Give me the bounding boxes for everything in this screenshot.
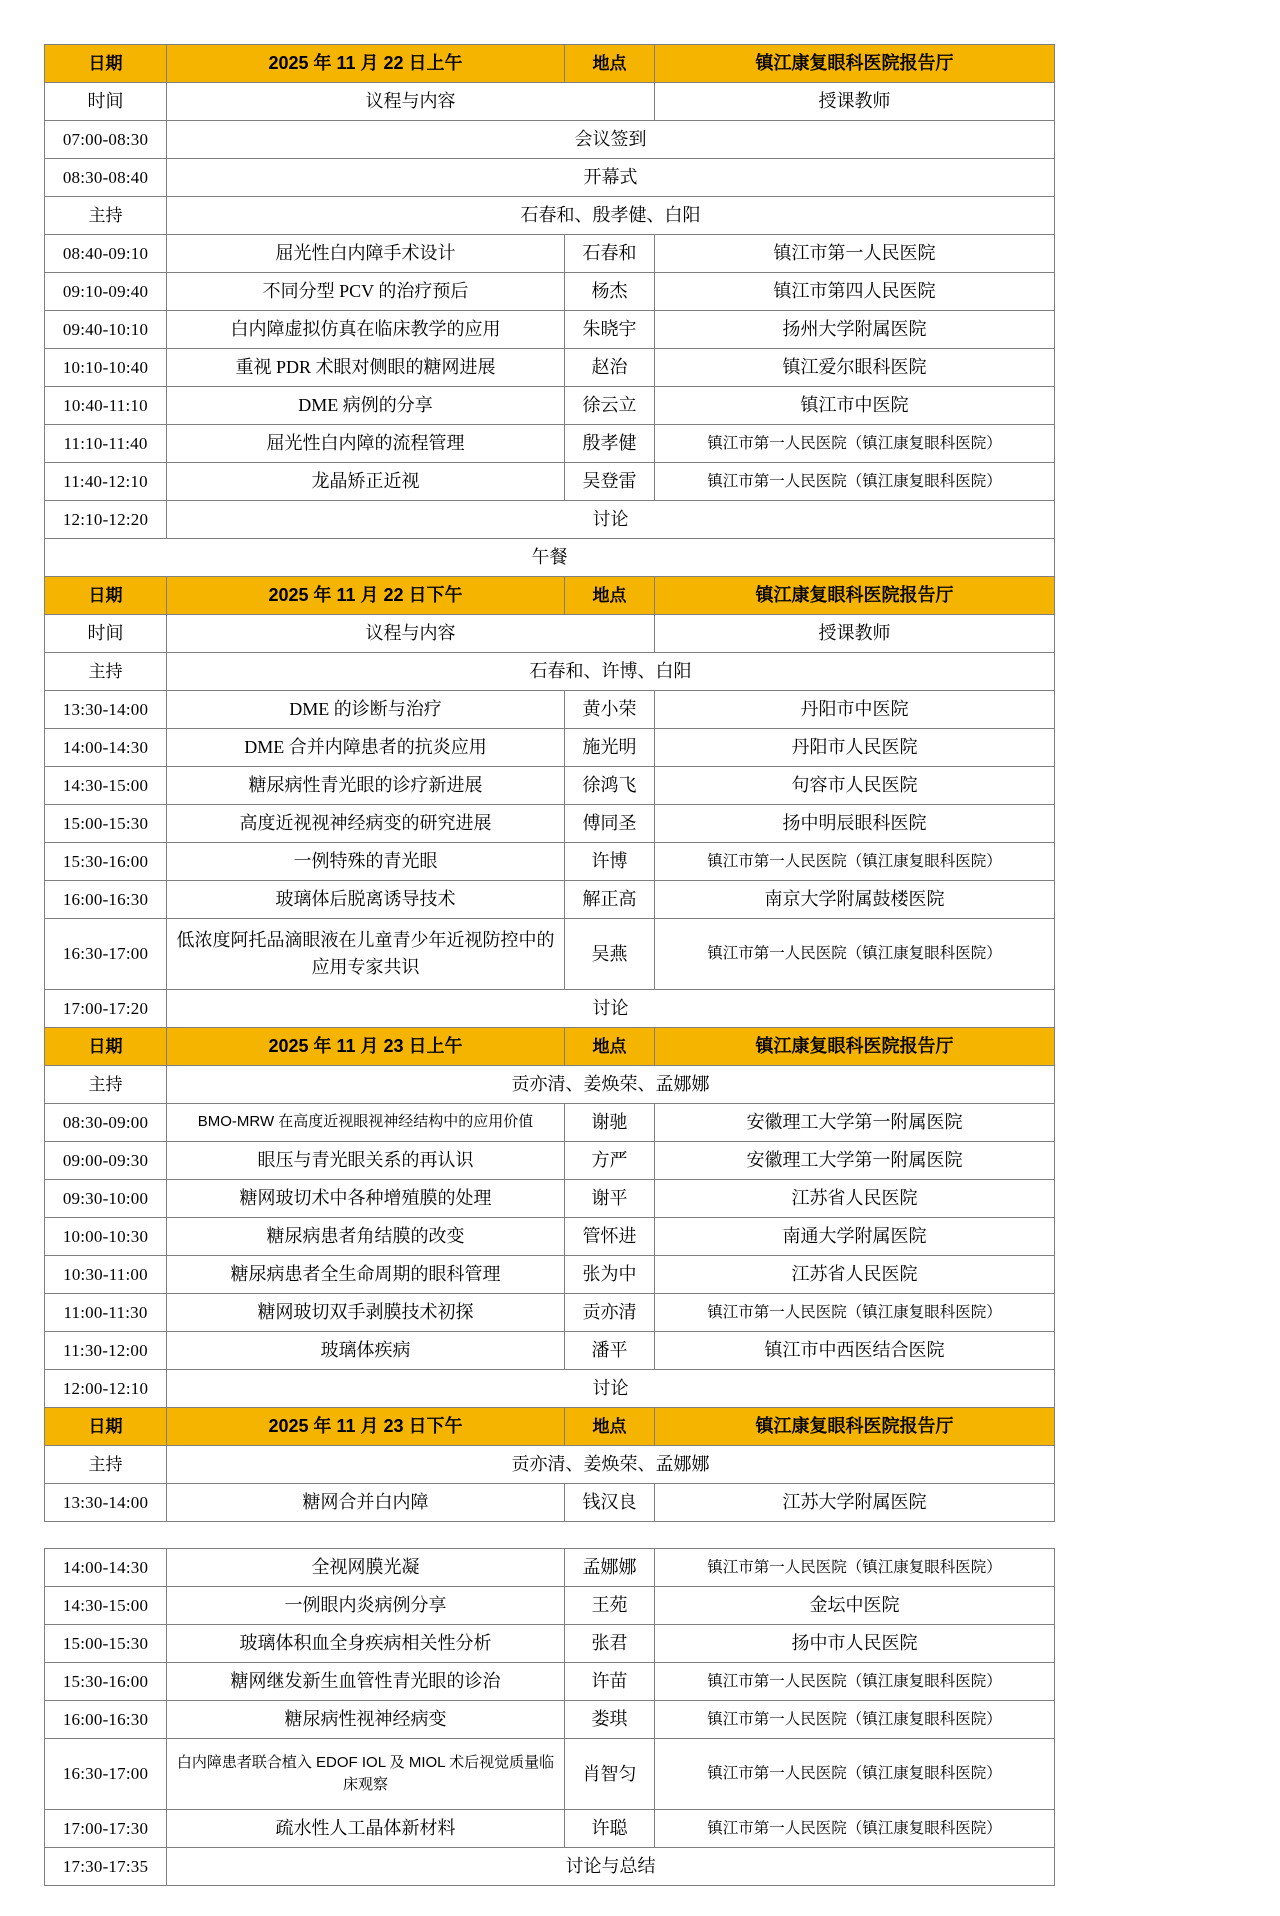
row-topic: 龙晶矫正近视 xyxy=(167,463,565,501)
table-row xyxy=(45,1701,1055,1739)
table-row xyxy=(45,1294,1055,1332)
date-label: 日期 xyxy=(45,577,167,615)
table-row xyxy=(45,843,1055,881)
row-speaker: 傅同圣 xyxy=(565,805,655,843)
table-row xyxy=(45,729,1055,767)
row-topic: 低浓度阿托品滴眼液在儿童青少年近视防控中的应用专家共识 xyxy=(167,919,565,990)
table-row xyxy=(45,1810,1055,1848)
table-row xyxy=(45,463,1055,501)
row-topic: 一例眼内炎病例分享 xyxy=(167,1587,565,1625)
row-time: 15:30-16:00 xyxy=(45,1663,167,1701)
row-topic: DME 合并内障患者的抗炎应用 xyxy=(167,729,565,767)
table-row xyxy=(45,1104,1055,1142)
row-organization: 句容市人民医院 xyxy=(655,767,1055,805)
row-speaker: 殷孝健 xyxy=(565,425,655,463)
row-time: 17:00-17:30 xyxy=(45,1810,167,1848)
row-speaker: 徐鸿飞 xyxy=(565,767,655,805)
row-topic: 糖尿病患者全生命周期的眼科管理 xyxy=(167,1256,565,1294)
table-row xyxy=(45,1332,1055,1370)
row-time: 08:30-09:00 xyxy=(45,1104,167,1142)
table-row xyxy=(45,273,1055,311)
row-topic: 糖网合并白内障 xyxy=(167,1484,565,1522)
date-label: 日期 xyxy=(45,1028,167,1066)
row-full-text: 讨论 xyxy=(167,501,1055,539)
session-date: 2025 年 11 月 22 日下午 xyxy=(167,577,565,615)
row-time: 10:30-11:00 xyxy=(45,1256,167,1294)
row-organization: 安徽理工大学第一附属医院 xyxy=(655,1104,1055,1142)
row-topic: 糖网玻切双手剥膜技术初探 xyxy=(167,1294,565,1332)
row-topic: 屈光性白内障手术设计 xyxy=(167,235,565,273)
host-label: 主持 xyxy=(45,1066,167,1104)
row-organization: 江苏省人民医院 xyxy=(655,1180,1055,1218)
host-row xyxy=(45,1446,1055,1484)
row-time: 08:40-09:10 xyxy=(45,235,167,273)
row-topic: 屈光性白内障的流程管理 xyxy=(167,425,565,463)
row-time: 12:10-12:20 xyxy=(45,501,167,539)
session-date: 2025 年 11 月 23 日上午 xyxy=(167,1028,565,1066)
table-row xyxy=(45,691,1055,729)
row-organization: 镇江市第一人民医院（镇江康复眼科医院） xyxy=(655,463,1055,501)
host-row xyxy=(45,1066,1055,1104)
column-header-row xyxy=(45,83,1055,121)
row-topic: 白内障虚拟仿真在临床教学的应用 xyxy=(167,311,565,349)
row-topic: 眼压与青光眼关系的再认识 xyxy=(167,1142,565,1180)
row-speaker: 吴燕 xyxy=(565,919,655,990)
table-row xyxy=(45,1587,1055,1625)
host-names: 石春和、许博、白阳 xyxy=(167,653,1055,691)
row-time: 10:00-10:30 xyxy=(45,1218,167,1256)
row-time: 14:00-14:30 xyxy=(45,1549,167,1587)
row-time: 16:30-17:00 xyxy=(45,1739,167,1810)
lunch-row xyxy=(45,539,1055,577)
row-topic: 糖尿病性青光眼的诊疗新进展 xyxy=(167,767,565,805)
agenda-column-label: 议程与内容 xyxy=(167,83,655,121)
row-organization: 丹阳市中医院 xyxy=(655,691,1055,729)
place-label: 地点 xyxy=(565,577,655,615)
session-header-band xyxy=(45,1028,1055,1066)
host-names: 贡亦清、姜焕荣、孟娜娜 xyxy=(167,1066,1055,1104)
row-speaker: 肖智匀 xyxy=(565,1739,655,1810)
row-full-text: 开幕式 xyxy=(167,159,1055,197)
row-time: 08:30-08:40 xyxy=(45,159,167,197)
row-speaker: 方严 xyxy=(565,1142,655,1180)
row-time: 14:30-15:00 xyxy=(45,767,167,805)
row-topic: 糖尿病患者角结膜的改变 xyxy=(167,1218,565,1256)
lunch-label: 午餐 xyxy=(45,539,1055,577)
row-organization: 镇江市第四人民医院 xyxy=(655,273,1055,311)
row-speaker: 潘平 xyxy=(565,1332,655,1370)
table-row xyxy=(45,1484,1055,1522)
table-row xyxy=(45,425,1055,463)
session-venue: 镇江康复眼科医院报告厅 xyxy=(655,1408,1055,1446)
row-time: 09:30-10:00 xyxy=(45,1180,167,1218)
row-topic: 一例特殊的青光眼 xyxy=(167,843,565,881)
row-speaker: 徐云立 xyxy=(565,387,655,425)
row-topic: DME 的诊断与治疗 xyxy=(167,691,565,729)
row-organization: 镇江市中医院 xyxy=(655,387,1055,425)
row-organization: 江苏大学附属医院 xyxy=(655,1484,1055,1522)
host-row xyxy=(45,197,1055,235)
row-organization: 镇江市第一人民医院 xyxy=(655,235,1055,273)
row-organization: 镇江市第一人民医院（镇江康复眼科医院） xyxy=(655,1739,1055,1810)
row-time: 11:30-12:00 xyxy=(45,1332,167,1370)
row-organization: 镇江市第一人民医院（镇江康复眼科医院） xyxy=(655,1549,1055,1587)
row-topic: 糖网玻切术中各种增殖膜的处理 xyxy=(167,1180,565,1218)
row-organization: 南通大学附属医院 xyxy=(655,1218,1055,1256)
host-label: 主持 xyxy=(45,653,167,691)
row-organization: 丹阳市人民医院 xyxy=(655,729,1055,767)
row-organization: 镇江市第一人民医院（镇江康复眼科医院） xyxy=(655,843,1055,881)
row-organization: 镇江爱尔眼科医院 xyxy=(655,349,1055,387)
row-time: 07:00-08:30 xyxy=(45,121,167,159)
row-time: 15:30-16:00 xyxy=(45,843,167,881)
row-topic: 糖网继发新生血管性青光眼的诊治 xyxy=(167,1663,565,1701)
session-venue: 镇江康复眼科医院报告厅 xyxy=(655,45,1055,83)
row-time: 17:00-17:20 xyxy=(45,990,167,1028)
row-time: 09:10-09:40 xyxy=(45,273,167,311)
host-names: 贡亦清、姜焕荣、孟娜娜 xyxy=(167,1446,1055,1484)
row-organization: 金坛中医院 xyxy=(655,1587,1055,1625)
row-time: 11:40-12:10 xyxy=(45,463,167,501)
table-row xyxy=(45,990,1055,1028)
session-date: 2025 年 11 月 22 日上午 xyxy=(167,45,565,83)
row-full-text: 讨论 xyxy=(167,990,1055,1028)
table-row xyxy=(45,501,1055,539)
row-time: 16:00-16:30 xyxy=(45,881,167,919)
column-header-row xyxy=(45,615,1055,653)
date-label: 日期 xyxy=(45,45,167,83)
row-time: 14:30-15:00 xyxy=(45,1587,167,1625)
row-speaker: 钱汉良 xyxy=(565,1484,655,1522)
place-label: 地点 xyxy=(565,1408,655,1446)
row-time: 16:30-17:00 xyxy=(45,919,167,990)
table-row xyxy=(45,1549,1055,1587)
row-speaker: 王苑 xyxy=(565,1587,655,1625)
row-time: 11:00-11:30 xyxy=(45,1294,167,1332)
table-row xyxy=(45,1142,1055,1180)
table-row xyxy=(45,121,1055,159)
row-topic: 玻璃体疾病 xyxy=(167,1332,565,1370)
row-full-text: 讨论与总结 xyxy=(167,1848,1055,1886)
session-venue: 镇江康复眼科医院报告厅 xyxy=(655,577,1055,615)
row-organization: 江苏省人民医院 xyxy=(655,1256,1055,1294)
row-organization: 扬中明辰眼科医院 xyxy=(655,805,1055,843)
row-organization: 镇江市第一人民医院（镇江康复眼科医院） xyxy=(655,1294,1055,1332)
row-speaker: 杨杰 xyxy=(565,273,655,311)
table-row xyxy=(45,311,1055,349)
session-header-band xyxy=(45,1408,1055,1446)
row-time: 10:10-10:40 xyxy=(45,349,167,387)
host-label: 主持 xyxy=(45,1446,167,1484)
row-speaker: 吴登雷 xyxy=(565,463,655,501)
table-row xyxy=(45,235,1055,273)
table-row xyxy=(45,1663,1055,1701)
row-speaker: 谢平 xyxy=(565,1180,655,1218)
table-row xyxy=(45,159,1055,197)
row-topic: 玻璃体积血全身疾病相关性分析 xyxy=(167,1625,565,1663)
agenda-tables-root xyxy=(44,44,1236,1886)
agenda-table-continuation xyxy=(44,1548,1055,1886)
row-speaker: 孟娜娜 xyxy=(565,1549,655,1587)
table-row xyxy=(45,1256,1055,1294)
agenda-column-label: 议程与内容 xyxy=(167,615,655,653)
table-row xyxy=(45,881,1055,919)
row-speaker: 解正高 xyxy=(565,881,655,919)
row-speaker: 贡亦清 xyxy=(565,1294,655,1332)
row-speaker: 许博 xyxy=(565,843,655,881)
date-label: 日期 xyxy=(45,1408,167,1446)
row-speaker: 谢驰 xyxy=(565,1104,655,1142)
host-row xyxy=(45,653,1055,691)
row-organization: 安徽理工大学第一附属医院 xyxy=(655,1142,1055,1180)
table-row xyxy=(45,1180,1055,1218)
row-topic: 高度近视视神经病变的研究进展 xyxy=(167,805,565,843)
agenda-table-day1 xyxy=(44,44,1055,1522)
row-organization: 镇江市第一人民医院（镇江康复眼科医院） xyxy=(655,919,1055,990)
row-topic: 糖尿病性视神经病变 xyxy=(167,1701,565,1739)
place-label: 地点 xyxy=(565,1028,655,1066)
row-time: 13:30-14:00 xyxy=(45,691,167,729)
row-time: 12:00-12:10 xyxy=(45,1370,167,1408)
row-topic: 疏水性人工晶体新材料 xyxy=(167,1810,565,1848)
table-row xyxy=(45,1848,1055,1886)
row-time: 10:40-11:10 xyxy=(45,387,167,425)
row-speaker: 许苗 xyxy=(565,1663,655,1701)
row-topic: BMO-MRW 在高度近视眼视神经结构中的应用价值 xyxy=(167,1104,565,1142)
table-row xyxy=(45,805,1055,843)
place-label: 地点 xyxy=(565,45,655,83)
table-row xyxy=(45,919,1055,990)
row-time: 13:30-14:00 xyxy=(45,1484,167,1522)
row-full-text: 讨论 xyxy=(167,1370,1055,1408)
row-speaker: 张君 xyxy=(565,1625,655,1663)
row-organization: 南京大学附属鼓楼医院 xyxy=(655,881,1055,919)
row-time: 14:00-14:30 xyxy=(45,729,167,767)
row-speaker: 赵治 xyxy=(565,349,655,387)
row-topic: 重视 PDR 术眼对侧眼的糖网进展 xyxy=(167,349,565,387)
row-speaker: 石春和 xyxy=(565,235,655,273)
row-speaker: 黄小荣 xyxy=(565,691,655,729)
time-column-label: 时间 xyxy=(45,83,167,121)
row-speaker: 许聪 xyxy=(565,1810,655,1848)
row-organization: 扬州大学附属医院 xyxy=(655,311,1055,349)
table-row xyxy=(45,387,1055,425)
host-label: 主持 xyxy=(45,197,167,235)
row-full-text: 会议签到 xyxy=(167,121,1055,159)
session-date: 2025 年 11 月 23 日下午 xyxy=(167,1408,565,1446)
table-row xyxy=(45,767,1055,805)
row-time: 17:30-17:35 xyxy=(45,1848,167,1886)
row-time: 16:00-16:30 xyxy=(45,1701,167,1739)
teacher-column-label: 授课教师 xyxy=(655,615,1055,653)
row-organization: 镇江市第一人民医院（镇江康复眼科医院） xyxy=(655,1663,1055,1701)
row-time: 09:00-09:30 xyxy=(45,1142,167,1180)
row-topic: 不同分型 PCV 的治疗预后 xyxy=(167,273,565,311)
table-row xyxy=(45,1370,1055,1408)
table-row xyxy=(45,1625,1055,1663)
session-venue: 镇江康复眼科医院报告厅 xyxy=(655,1028,1055,1066)
row-organization: 镇江市第一人民医院（镇江康复眼科医院） xyxy=(655,1701,1055,1739)
row-speaker: 朱晓宇 xyxy=(565,311,655,349)
row-topic: 玻璃体后脱离诱导技术 xyxy=(167,881,565,919)
session-header-band xyxy=(45,45,1055,83)
teacher-column-label: 授课教师 xyxy=(655,83,1055,121)
row-speaker: 张为中 xyxy=(565,1256,655,1294)
row-organization: 镇江市第一人民医院（镇江康复眼科医院） xyxy=(655,425,1055,463)
table-row xyxy=(45,1218,1055,1256)
row-speaker: 娄琪 xyxy=(565,1701,655,1739)
row-topic: DME 病例的分享 xyxy=(167,387,565,425)
session-header-band xyxy=(45,577,1055,615)
row-topic: 全视网膜光凝 xyxy=(167,1549,565,1587)
row-time: 15:00-15:30 xyxy=(45,805,167,843)
row-topic: 白内障患者联合植入 EDOF IOL 及 MIOL 术后视觉质量临床观察 xyxy=(167,1739,565,1810)
row-time: 09:40-10:10 xyxy=(45,311,167,349)
row-speaker: 施光明 xyxy=(565,729,655,767)
row-time: 11:10-11:40 xyxy=(45,425,167,463)
table-row xyxy=(45,1739,1055,1810)
table-row xyxy=(45,349,1055,387)
row-organization: 扬中市人民医院 xyxy=(655,1625,1055,1663)
host-names: 石春和、殷孝健、白阳 xyxy=(167,197,1055,235)
row-organization: 镇江市第一人民医院（镇江康复眼科医院） xyxy=(655,1810,1055,1848)
time-column-label: 时间 xyxy=(45,615,167,653)
row-organization: 镇江市中西医结合医院 xyxy=(655,1332,1055,1370)
row-time: 15:00-15:30 xyxy=(45,1625,167,1663)
row-speaker: 管怀进 xyxy=(565,1218,655,1256)
